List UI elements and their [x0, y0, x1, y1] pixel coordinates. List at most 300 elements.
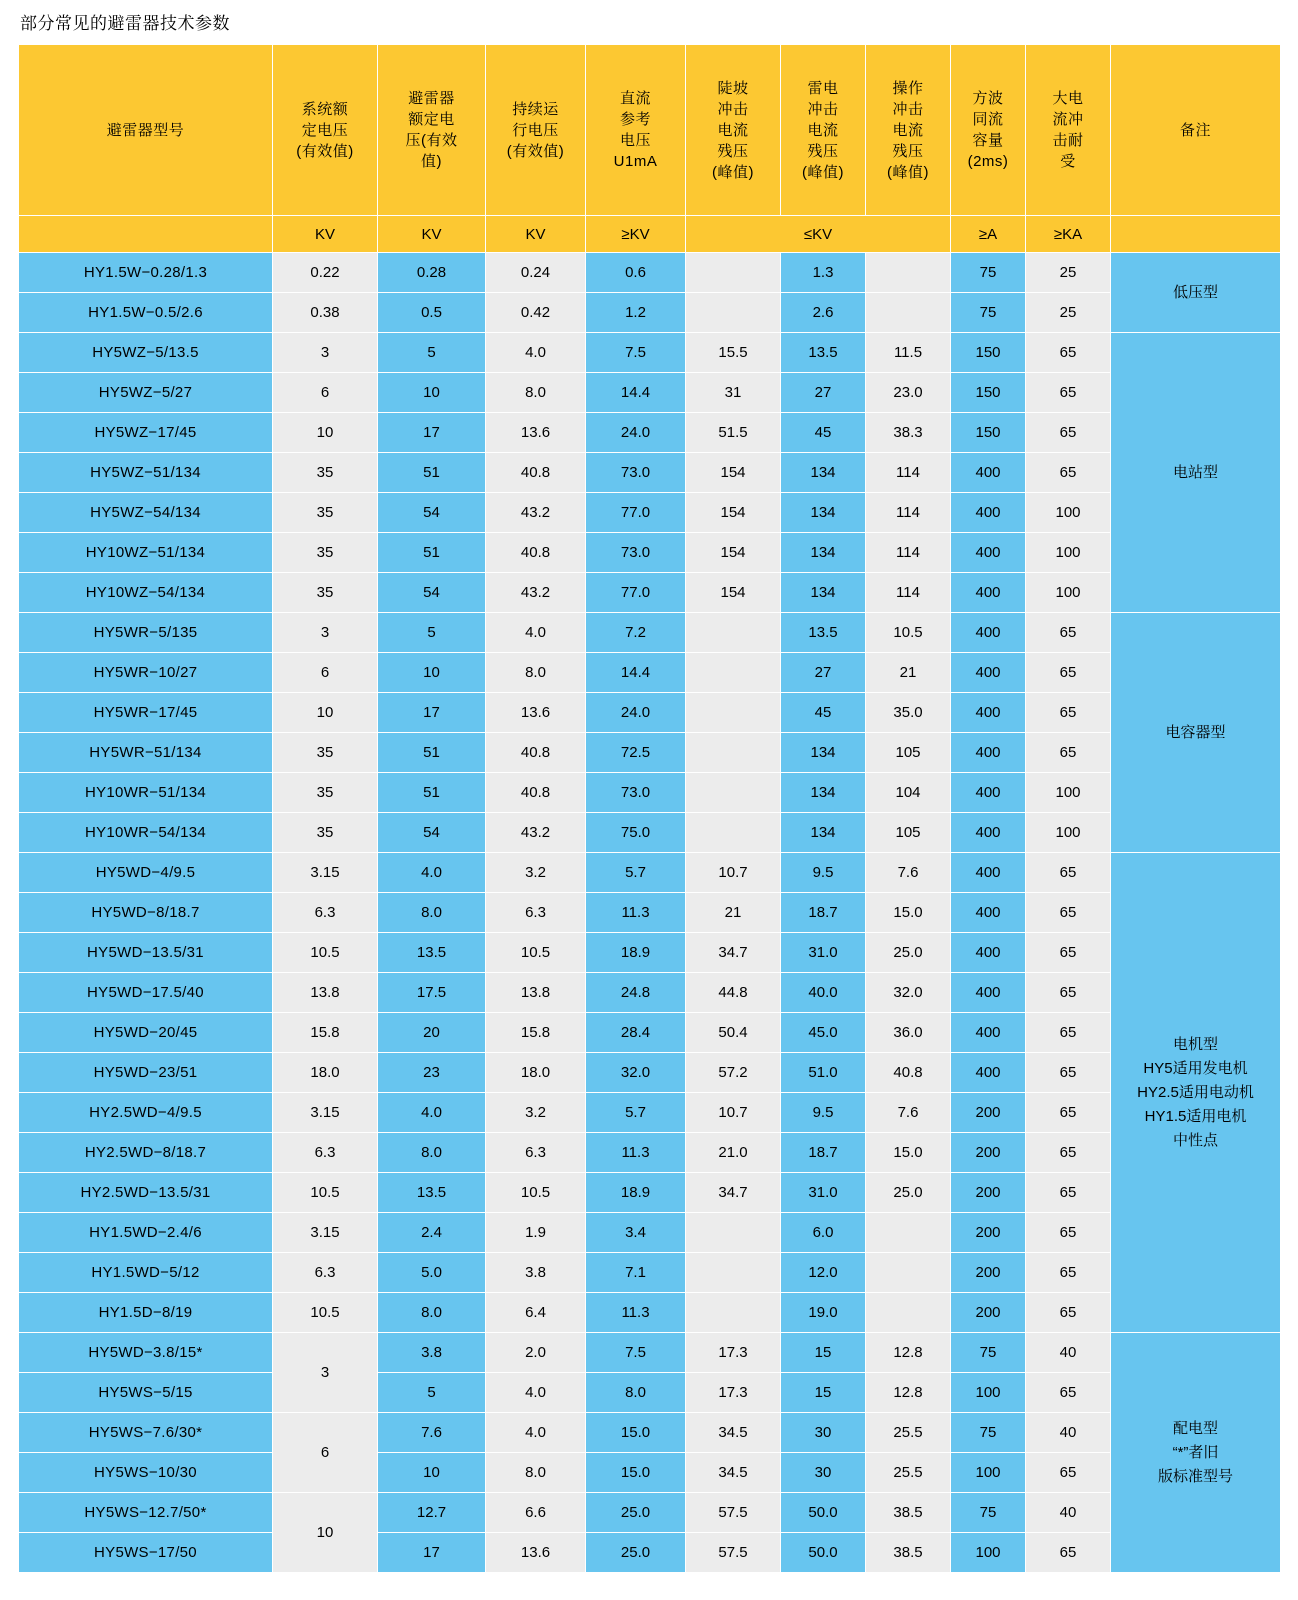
- cell-model: HY1.5WD−2.4/6: [19, 1213, 273, 1253]
- cell-rated-voltage: 8.0: [378, 1133, 486, 1173]
- header-line: 冲击: [807, 100, 839, 118]
- header-cell-system-voltage: [273, 45, 378, 216]
- cell-model: HY5WD−23/51: [19, 1053, 273, 1093]
- cell-dc-reference: 8.0: [586, 1373, 686, 1413]
- cell-dc-reference: 25.0: [586, 1493, 686, 1533]
- cell-dc-reference: 0.6: [586, 253, 686, 293]
- cell-model: HY1.5D−8/19: [19, 1293, 273, 1333]
- cell-switching-residual: 38.3: [866, 413, 951, 453]
- cell-high-current: 65: [1026, 1373, 1111, 1413]
- cell-steep-residual: [686, 733, 781, 773]
- cell-lightning-residual: 27: [781, 373, 866, 413]
- cell-dc-reference: 7.1: [586, 1253, 686, 1293]
- cell-switching-residual: 12.8: [866, 1373, 951, 1413]
- cell-switching-residual: [866, 1293, 951, 1333]
- cell-square-wave: 200: [951, 1213, 1026, 1253]
- cell-switching-residual: 32.0: [866, 973, 951, 1013]
- header-cell-model: [19, 45, 273, 216]
- cell-steep-residual: [686, 653, 781, 693]
- cell-steep-residual: [686, 253, 781, 293]
- cell-lightning-residual: 18.7: [781, 893, 866, 933]
- cell-steep-residual: [686, 1253, 781, 1293]
- cell-switching-residual: 15.0: [866, 893, 951, 933]
- unit-cell-residual-group: ≤KV: [686, 216, 951, 253]
- cell-system-voltage: 10: [273, 413, 378, 453]
- cell-lightning-residual: 134: [781, 813, 866, 853]
- header-line: 雷电: [807, 79, 839, 97]
- cell-rated-voltage: 10: [378, 373, 486, 413]
- unit-cell-note: [1111, 216, 1281, 253]
- cell-rated-voltage: 5: [378, 333, 486, 373]
- cell-switching-residual: 23.0: [866, 373, 951, 413]
- unit-cell-square-wave: ≥A: [951, 216, 1026, 253]
- cell-high-current: 25: [1026, 253, 1111, 293]
- cell-lightning-residual: 50.0: [781, 1533, 866, 1573]
- cell-note: [1111, 853, 1281, 1333]
- cell-square-wave: 75: [951, 1493, 1026, 1533]
- header-line: (有效值): [296, 142, 354, 160]
- cell-switching-residual: 38.5: [866, 1533, 951, 1573]
- cell-square-wave: 150: [951, 333, 1026, 373]
- cell-lightning-residual: 9.5: [781, 1093, 866, 1133]
- cell-model: HY2.5WD−8/18.7: [19, 1133, 273, 1173]
- cell-lightning-residual: 30: [781, 1453, 866, 1493]
- unit-cell-continuous-voltage: KV: [486, 216, 586, 253]
- cell-high-current: 40: [1026, 1413, 1111, 1453]
- header-line: 行电压: [512, 121, 559, 139]
- cell-system-voltage: 3: [273, 333, 378, 373]
- cell-continuous-voltage: 13.8: [486, 973, 586, 1013]
- cell-continuous-voltage: 6.3: [486, 893, 586, 933]
- cell-switching-residual: 114: [866, 453, 951, 493]
- cell-rated-voltage: 3.8: [378, 1333, 486, 1373]
- cell-steep-residual: [686, 293, 781, 333]
- table-row: [19, 453, 1281, 493]
- header-cell-dc-reference: [586, 45, 686, 216]
- cell-continuous-voltage: 43.2: [486, 813, 586, 853]
- cell-high-current: 65: [1026, 1093, 1111, 1133]
- cell-dc-reference: 75.0: [586, 813, 686, 853]
- cell-lightning-residual: 134: [781, 533, 866, 573]
- cell-switching-residual: 105: [866, 733, 951, 773]
- header-line: 电流: [807, 121, 839, 139]
- cell-switching-residual: [866, 253, 951, 293]
- cell-steep-residual: 57.5: [686, 1493, 781, 1533]
- header-line: 电流: [892, 121, 924, 139]
- cell-system-voltage: 6.3: [273, 893, 378, 933]
- cell-continuous-voltage: 43.2: [486, 493, 586, 533]
- cell-model: HY5WZ−5/27: [19, 373, 273, 413]
- cell-continuous-voltage: 3.8: [486, 1253, 586, 1293]
- cell-lightning-residual: 31.0: [781, 1173, 866, 1213]
- cell-rated-voltage: 12.7: [378, 1493, 486, 1533]
- table-row: [19, 1293, 1281, 1333]
- cell-high-current: 65: [1026, 1013, 1111, 1053]
- cell-steep-residual: 34.7: [686, 1173, 781, 1213]
- cell-square-wave: 400: [951, 1053, 1026, 1093]
- header-line: 击耐: [1052, 132, 1084, 149]
- cell-square-wave: 100: [951, 1373, 1026, 1413]
- cell-rated-voltage: 51: [378, 453, 486, 493]
- note-line: 版标准型号: [1157, 1467, 1233, 1485]
- cell-square-wave: 400: [951, 653, 1026, 693]
- cell-rated-voltage: 51: [378, 733, 486, 773]
- note-line: HY5适用发电机: [1143, 1059, 1248, 1077]
- cell-model: HY5WD−17.5/40: [19, 973, 273, 1013]
- table-row: [19, 413, 1281, 453]
- cell-square-wave: 400: [951, 853, 1026, 893]
- unit-cell-system-voltage: KV: [273, 216, 378, 253]
- cell-continuous-voltage: 10.5: [486, 933, 586, 973]
- header-row: [19, 45, 1281, 216]
- cell-rated-voltage: 17.5: [378, 973, 486, 1013]
- cell-switching-residual: 104: [866, 773, 951, 813]
- cell-continuous-voltage: 13.6: [486, 413, 586, 453]
- cell-system-voltage: 35: [273, 453, 378, 493]
- cell-high-current: 65: [1026, 1133, 1111, 1173]
- cell-continuous-voltage: 40.8: [486, 773, 586, 813]
- cell-lightning-residual: 30: [781, 1413, 866, 1453]
- header-cell-square-wave: [951, 45, 1026, 216]
- table-row: [19, 493, 1281, 533]
- table-row: [19, 1173, 1281, 1213]
- cell-switching-residual: 114: [866, 533, 951, 573]
- cell-continuous-voltage: 6.3: [486, 1133, 586, 1173]
- header-cell-lightning-residual: [781, 45, 866, 216]
- cell-high-current: 65: [1026, 733, 1111, 773]
- cell-rated-voltage: 23: [378, 1053, 486, 1093]
- cell-switching-residual: 11.5: [866, 333, 951, 373]
- cell-steep-residual: 15.5: [686, 333, 781, 373]
- cell-switching-residual: 25.5: [866, 1453, 951, 1493]
- cell-switching-residual: 21: [866, 653, 951, 693]
- cell-lightning-residual: 45: [781, 413, 866, 453]
- cell-lightning-residual: 13.5: [781, 613, 866, 653]
- cell-dc-reference: 72.5: [586, 733, 686, 773]
- cell-system-voltage: 3.15: [273, 1093, 378, 1133]
- cell-high-current: 65: [1026, 1453, 1111, 1493]
- cell-lightning-residual: 40.0: [781, 973, 866, 1013]
- cell-high-current: 65: [1026, 1253, 1111, 1293]
- header-line: 残压: [717, 142, 749, 160]
- cell-steep-residual: 44.8: [686, 973, 781, 1013]
- cell-model: HY5WZ−51/134: [19, 453, 273, 493]
- cell-model: HY5WZ−5/13.5: [19, 333, 273, 373]
- table-row: [19, 333, 1281, 373]
- header-cell-steep-residual: [686, 45, 781, 216]
- cell-switching-residual: 114: [866, 573, 951, 613]
- unit-cell-high-current: ≥KA: [1026, 216, 1111, 253]
- cell-model: HY1.5W−0.28/1.3: [19, 253, 273, 293]
- cell-dc-reference: 1.2: [586, 293, 686, 333]
- cell-model: HY5WD−8/18.7: [19, 893, 273, 933]
- table-row: [19, 1373, 1281, 1413]
- cell-high-current: 100: [1026, 493, 1111, 533]
- cell-model: HY5WD−3.8/15*: [19, 1333, 273, 1373]
- cell-high-current: 65: [1026, 853, 1111, 893]
- cell-square-wave: 400: [951, 493, 1026, 533]
- note-line: 电站型: [1172, 463, 1218, 481]
- header-line: 操作: [892, 79, 924, 97]
- cell-square-wave: 400: [951, 613, 1026, 653]
- cell-square-wave: 75: [951, 1413, 1026, 1453]
- cell-lightning-residual: 15: [781, 1373, 866, 1413]
- cell-note: [1111, 333, 1281, 613]
- note-line: 配电型: [1172, 1419, 1218, 1437]
- header-line: 残压: [807, 142, 839, 160]
- cell-square-wave: 400: [951, 933, 1026, 973]
- cell-dc-reference: 14.4: [586, 653, 686, 693]
- cell-switching-residual: 15.0: [866, 1133, 951, 1173]
- table-row: [19, 773, 1281, 813]
- cell-dc-reference: 11.3: [586, 1293, 686, 1333]
- cell-model: HY5WS−10/30: [19, 1453, 273, 1493]
- cell-system-voltage: 18.0: [273, 1053, 378, 1093]
- cell-dc-reference: 18.9: [586, 933, 686, 973]
- cell-switching-residual: 38.5: [866, 1493, 951, 1533]
- cell-continuous-voltage: 43.2: [486, 573, 586, 613]
- header-cell-rated-voltage: [378, 45, 486, 216]
- cell-continuous-voltage: 8.0: [486, 373, 586, 413]
- cell-system-voltage: 10.5: [273, 1293, 378, 1333]
- table-row: [19, 933, 1281, 973]
- header-line: 容量: [972, 132, 1004, 149]
- cell-lightning-residual: 2.6: [781, 293, 866, 333]
- header-line: 大电: [1052, 90, 1084, 107]
- cell-high-current: 40: [1026, 1333, 1111, 1373]
- cell-rated-voltage: 17: [378, 1533, 486, 1573]
- table-row: [19, 1213, 1281, 1253]
- cell-steep-residual: 154: [686, 533, 781, 573]
- cell-switching-residual: 105: [866, 813, 951, 853]
- cell-lightning-residual: 134: [781, 493, 866, 533]
- header-line: 同流: [972, 111, 1004, 128]
- cell-continuous-voltage: 13.6: [486, 1533, 586, 1573]
- table-row: [19, 1093, 1281, 1133]
- cell-dc-reference: 24.0: [586, 693, 686, 733]
- cell-rated-voltage: 4.0: [378, 853, 486, 893]
- unit-row: [19, 216, 1281, 253]
- cell-high-current: 100: [1026, 813, 1111, 853]
- cell-system-voltage: 35: [273, 733, 378, 773]
- cell-lightning-residual: 19.0: [781, 1293, 866, 1333]
- header-line: 冲击: [717, 100, 749, 118]
- cell-system-voltage: 10: [273, 693, 378, 733]
- table-row: [19, 533, 1281, 573]
- cell-dc-reference: 3.4: [586, 1213, 686, 1253]
- header-line: 参考: [619, 111, 651, 128]
- cell-switching-residual: [866, 1253, 951, 1293]
- cell-square-wave: 400: [951, 453, 1026, 493]
- table-row: [19, 1453, 1281, 1493]
- cell-square-wave: 150: [951, 413, 1026, 453]
- header-line: (峰值): [887, 163, 929, 181]
- table-row: [19, 693, 1281, 733]
- cell-rated-voltage: 54: [378, 573, 486, 613]
- cell-steep-residual: 17.3: [686, 1373, 781, 1413]
- table-row: [19, 573, 1281, 613]
- cell-rated-voltage: 13.5: [378, 933, 486, 973]
- unit-cell-dc-reference: ≥KV: [586, 216, 686, 253]
- cell-model: HY5WS−17/50: [19, 1533, 273, 1573]
- cell-high-current: 65: [1026, 413, 1111, 453]
- cell-steep-residual: [686, 773, 781, 813]
- cell-dc-reference: 24.0: [586, 413, 686, 453]
- cell-model: HY5WR−10/27: [19, 653, 273, 693]
- cell-rated-voltage: 7.6: [378, 1413, 486, 1453]
- cell-model: HY1.5W−0.5/2.6: [19, 293, 273, 333]
- cell-dc-reference: 28.4: [586, 1013, 686, 1053]
- cell-lightning-residual: 13.5: [781, 333, 866, 373]
- cell-steep-residual: 51.5: [686, 413, 781, 453]
- header-line: 避雷器: [408, 90, 455, 107]
- cell-continuous-voltage: 4.0: [486, 613, 586, 653]
- table-row: [19, 853, 1281, 893]
- cell-rated-voltage: 54: [378, 813, 486, 853]
- table-row: [19, 613, 1281, 653]
- table-row: [19, 973, 1281, 1013]
- cell-lightning-residual: 31.0: [781, 933, 866, 973]
- cell-high-current: 65: [1026, 1053, 1111, 1093]
- cell-model: HY10WR−54/134: [19, 813, 273, 853]
- header-cell-high-current: [1026, 45, 1111, 216]
- cell-dc-reference: 73.0: [586, 773, 686, 813]
- cell-steep-residual: 154: [686, 573, 781, 613]
- cell-high-current: 65: [1026, 613, 1111, 653]
- cell-rated-voltage: 17: [378, 413, 486, 453]
- cell-square-wave: 200: [951, 1173, 1026, 1213]
- table-row: [19, 1493, 1281, 1533]
- cell-high-current: 65: [1026, 1533, 1111, 1573]
- cell-square-wave: 400: [951, 813, 1026, 853]
- cell-model: HY5WS−12.7/50*: [19, 1493, 273, 1533]
- table-header: [19, 45, 1281, 253]
- cell-switching-residual: 10.5: [866, 613, 951, 653]
- cell-switching-residual: 35.0: [866, 693, 951, 733]
- cell-system-voltage: 35: [273, 493, 378, 533]
- cell-model: HY10WZ−51/134: [19, 533, 273, 573]
- cell-lightning-residual: 50.0: [781, 1493, 866, 1533]
- cell-dc-reference: 7.5: [586, 333, 686, 373]
- cell-square-wave: 200: [951, 1093, 1026, 1133]
- cell-continuous-voltage: 40.8: [486, 453, 586, 493]
- cell-system-voltage: 0.22: [273, 253, 378, 293]
- cell-dc-reference: 73.0: [586, 453, 686, 493]
- table-row: [19, 653, 1281, 693]
- header-line: 受: [1060, 153, 1076, 170]
- cell-switching-residual: 40.8: [866, 1053, 951, 1093]
- header-line: (峰值): [712, 163, 754, 181]
- cell-model: HY5WS−5/15: [19, 1373, 273, 1413]
- header-line: 系统额: [301, 100, 349, 118]
- cell-switching-residual: [866, 1213, 951, 1253]
- cell-rated-voltage: 8.0: [378, 893, 486, 933]
- cell-system-voltage: 6: [273, 1413, 378, 1493]
- cell-system-voltage: 10.5: [273, 1173, 378, 1213]
- cell-switching-residual: 12.8: [866, 1333, 951, 1373]
- cell-continuous-voltage: 15.8: [486, 1013, 586, 1053]
- cell-square-wave: 75: [951, 253, 1026, 293]
- cell-note: [1111, 613, 1281, 853]
- cell-continuous-voltage: 0.24: [486, 253, 586, 293]
- cell-square-wave: 400: [951, 1013, 1026, 1053]
- note-line: HY1.5适用电机: [1144, 1107, 1247, 1125]
- cell-switching-residual: 7.6: [866, 853, 951, 893]
- spec-table: [18, 44, 1281, 1573]
- cell-rated-voltage: 20: [378, 1013, 486, 1053]
- cell-high-current: 40: [1026, 1493, 1111, 1533]
- cell-dc-reference: 24.8: [586, 973, 686, 1013]
- note-line: “*”者旧: [1172, 1443, 1219, 1461]
- cell-dc-reference: 32.0: [586, 1053, 686, 1093]
- cell-continuous-voltage: 40.8: [486, 533, 586, 573]
- cell-high-current: 100: [1026, 773, 1111, 813]
- cell-continuous-voltage: 4.0: [486, 1373, 586, 1413]
- cell-rated-voltage: 5: [378, 1373, 486, 1413]
- cell-square-wave: 75: [951, 1333, 1026, 1373]
- table-row: [19, 893, 1281, 933]
- header-cell-switching-residual: [866, 45, 951, 216]
- cell-model: HY5WR−17/45: [19, 693, 273, 733]
- cell-high-current: 65: [1026, 333, 1111, 373]
- cell-system-voltage: 10.5: [273, 933, 378, 973]
- cell-model: HY2.5WD−4/9.5: [19, 1093, 273, 1133]
- header-cell-continuous-voltage: [486, 45, 586, 216]
- cell-continuous-voltage: 18.0: [486, 1053, 586, 1093]
- cell-square-wave: 75: [951, 293, 1026, 333]
- cell-system-voltage: 6.3: [273, 1133, 378, 1173]
- header-line: 冲击: [892, 100, 924, 118]
- cell-note: [1111, 253, 1281, 333]
- cell-square-wave: 150: [951, 373, 1026, 413]
- header-line: (峰值): [802, 163, 844, 181]
- cell-square-wave: 100: [951, 1533, 1026, 1573]
- cell-system-voltage: 6: [273, 373, 378, 413]
- cell-continuous-voltage: 3.2: [486, 853, 586, 893]
- cell-high-current: 100: [1026, 573, 1111, 613]
- cell-high-current: 65: [1026, 693, 1111, 733]
- cell-square-wave: 200: [951, 1133, 1026, 1173]
- cell-high-current: 100: [1026, 533, 1111, 573]
- header-line: 电压: [619, 132, 651, 149]
- cell-steep-residual: [686, 1293, 781, 1333]
- cell-steep-residual: 34.5: [686, 1453, 781, 1493]
- cell-switching-residual: 36.0: [866, 1013, 951, 1053]
- cell-steep-residual: [686, 693, 781, 733]
- cell-continuous-voltage: 13.6: [486, 693, 586, 733]
- cell-system-voltage: 15.8: [273, 1013, 378, 1053]
- cell-system-voltage: 3: [273, 613, 378, 653]
- cell-continuous-voltage: 6.6: [486, 1493, 586, 1533]
- cell-model: HY5WD−20/45: [19, 1013, 273, 1053]
- cell-dc-reference: 11.3: [586, 893, 686, 933]
- cell-system-voltage: 35: [273, 533, 378, 573]
- cell-rated-voltage: 4.0: [378, 1093, 486, 1133]
- cell-high-current: 65: [1026, 1173, 1111, 1213]
- note-line: 低压型: [1172, 283, 1218, 301]
- cell-system-voltage: 35: [273, 773, 378, 813]
- cell-high-current: 65: [1026, 893, 1111, 933]
- table-row: [19, 1533, 1281, 1573]
- cell-model: HY5WR−51/134: [19, 733, 273, 773]
- cell-steep-residual: 154: [686, 453, 781, 493]
- cell-continuous-voltage: 1.9: [486, 1213, 586, 1253]
- cell-switching-residual: 7.6: [866, 1093, 951, 1133]
- cell-square-wave: 400: [951, 773, 1026, 813]
- cell-steep-residual: 10.7: [686, 1093, 781, 1133]
- cell-continuous-voltage: 2.0: [486, 1333, 586, 1373]
- cell-high-current: 65: [1026, 973, 1111, 1013]
